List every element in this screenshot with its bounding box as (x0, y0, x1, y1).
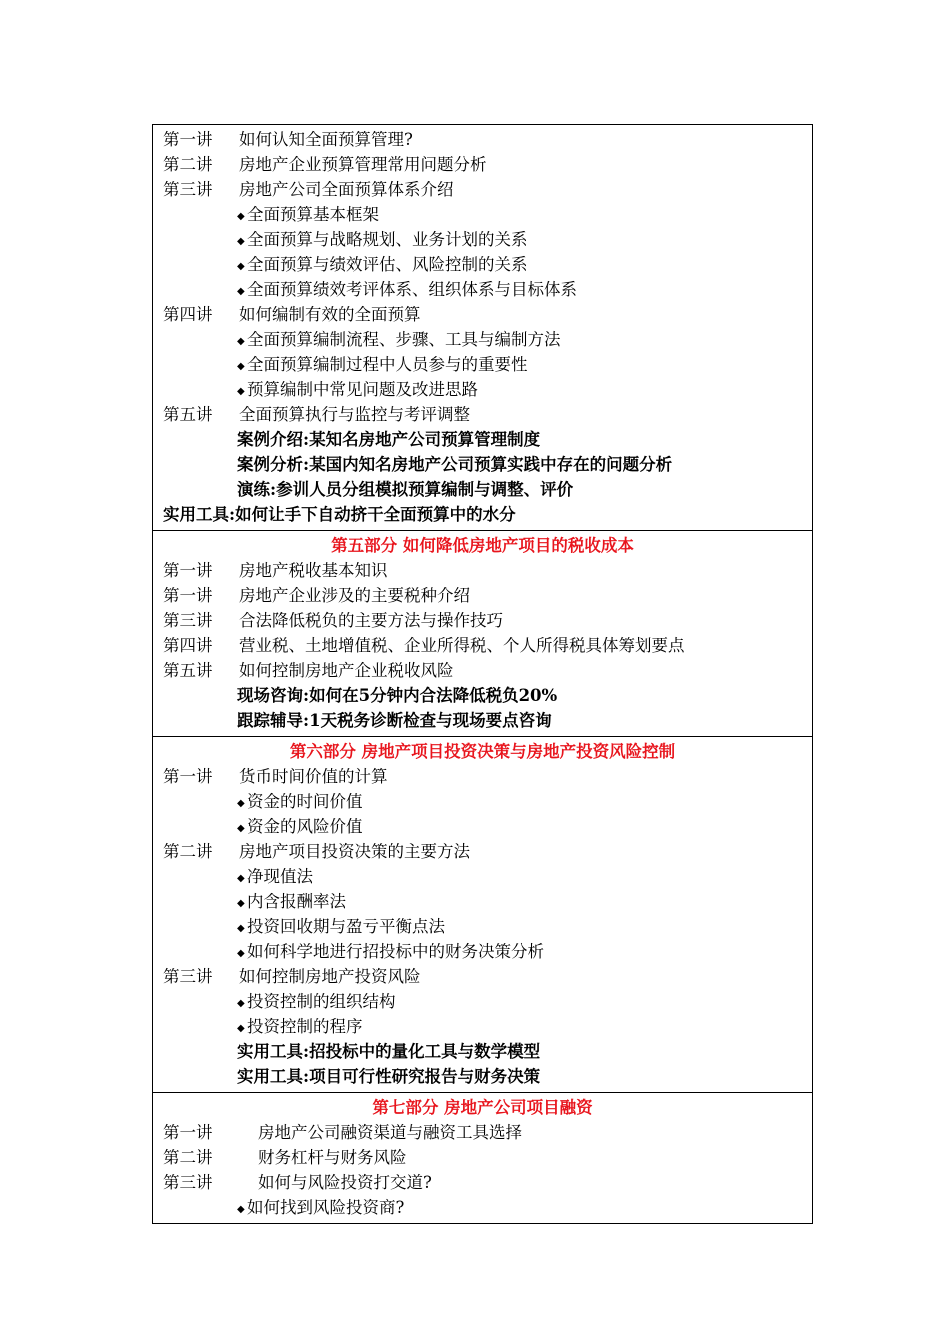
diamond-bullet-icon: ◆ (237, 361, 245, 372)
lecture-title: 房地产税收基本知识 (239, 561, 388, 580)
bullet-text: 全面预算与绩效评估、风险控制的关系 (247, 255, 528, 274)
bullet-item (163, 989, 812, 1014)
lecture-number: 第三讲 (163, 611, 213, 630)
lecture-title: 如何编制有效的全面预算 (239, 305, 421, 324)
lecture-title: 如何认知全面预算管理? (239, 130, 413, 149)
lecture-line (163, 583, 812, 608)
lecture-title: 房地产企业预算管理常用问题分析 (239, 155, 487, 174)
lecture-line (163, 964, 812, 989)
diamond-bullet-icon: ◆ (237, 386, 245, 397)
lecture-line (163, 764, 812, 789)
diamond-bullet-icon: ◆ (237, 948, 245, 959)
section-heading: 第五部分 如何降低房地产项目的税收成本 (331, 536, 634, 555)
bullet-text: 全面预算基本框架 (247, 205, 379, 224)
lecture-line (163, 1145, 812, 1170)
lecture-title: 全面预算执行与监控与考评调整 (239, 405, 470, 424)
lecture-title: 房地产项目投资决策的主要方法 (239, 842, 470, 861)
diamond-bullet-icon: ◆ (237, 823, 245, 834)
lecture-line (163, 127, 812, 152)
bullet-item (163, 1014, 812, 1039)
highlight-line: 实用工具:项目可行性研究报告与财务决策 (237, 1067, 541, 1086)
syllabus-table (152, 124, 813, 1224)
section-0 (153, 125, 812, 530)
bullet-text: 资金的时间价值 (247, 792, 363, 811)
bullet-item (163, 914, 812, 939)
diamond-bullet-icon: ◆ (237, 998, 245, 1009)
lecture-title: 房地产公司融资渠道与融资工具选择 (258, 1123, 522, 1142)
lecture-number: 第三讲 (163, 967, 213, 986)
bullet-text: 投资控制的程序 (247, 1017, 363, 1036)
lecture-title: 如何控制房地产企业税收风险 (239, 661, 454, 680)
bullet-item (163, 202, 812, 227)
section-2 (153, 736, 812, 1092)
lecture-title: 营业税、土地增值税、企业所得税、个人所得税具体筹划要点 (239, 636, 685, 655)
lecture-line (163, 1120, 812, 1145)
section-3 (153, 1092, 812, 1223)
section-1 (153, 530, 812, 736)
lecture-line (163, 658, 812, 683)
bullet-text: 投资控制的组织结构 (247, 992, 396, 1011)
highlight-line: 实用工具:招投标中的量化工具与数学模型 (237, 1042, 541, 1061)
lecture-line (163, 558, 812, 583)
bullet-text: 净现值法 (247, 867, 313, 886)
bullet-item (163, 889, 812, 914)
lecture-line (163, 608, 812, 633)
bullet-item (163, 277, 812, 302)
lecture-title: 如何与风险投资打交道? (258, 1173, 432, 1192)
lecture-number: 第一讲 (163, 586, 213, 605)
highlight-line: 演练:参训人员分组模拟预算编制与调整、评价 (237, 480, 574, 499)
bullet-text: 全面预算编制流程、步骤、工具与编制方法 (247, 330, 561, 349)
lecture-title: 财务杠杆与财务风险 (258, 1148, 407, 1167)
lecture-line (163, 152, 812, 177)
lecture-title: 房地产公司全面预算体系介绍 (239, 180, 454, 199)
bullet-text: 全面预算编制过程中人员参与的重要性 (247, 355, 528, 374)
bullet-item (163, 227, 812, 252)
bullet-text: 资金的风险价值 (247, 817, 363, 836)
lecture-number: 第五讲 (163, 405, 213, 424)
lecture-number: 第一讲 (163, 1123, 213, 1142)
lecture-number: 第四讲 (163, 305, 213, 324)
lecture-title: 合法降低税负的主要方法与操作技巧 (239, 611, 503, 630)
lecture-line (163, 1170, 812, 1195)
diamond-bullet-icon: ◆ (237, 336, 245, 347)
bullet-item (163, 327, 812, 352)
lecture-number: 第一讲 (163, 561, 213, 580)
diamond-bullet-icon: ◆ (237, 286, 245, 297)
bullet-text: 全面预算绩效考评体系、组织体系与目标体系 (247, 280, 577, 299)
highlight-line: 现场咨询:如何在5分钟内合法降低税负20% (237, 686, 558, 705)
bullet-item (163, 789, 812, 814)
diamond-bullet-icon: ◆ (237, 873, 245, 884)
diamond-bullet-icon: ◆ (237, 236, 245, 247)
diamond-bullet-icon: ◆ (237, 211, 245, 222)
lecture-title: 货币时间价值的计算 (239, 767, 388, 786)
lecture-line (163, 177, 812, 202)
lecture-number: 第四讲 (163, 636, 213, 655)
bullet-item (163, 864, 812, 889)
bullet-item (163, 377, 812, 402)
lecture-line (163, 302, 812, 327)
diamond-bullet-icon: ◆ (237, 261, 245, 272)
bullet-item (163, 352, 812, 377)
diamond-bullet-icon: ◆ (237, 1023, 245, 1034)
lecture-number: 第二讲 (163, 155, 213, 174)
lecture-number: 第三讲 (163, 180, 213, 199)
lecture-line (163, 839, 812, 864)
highlight-line: 案例介绍:某知名房地产公司预算管理制度 (237, 430, 541, 449)
bullet-text: 全面预算与战略规划、业务计划的关系 (247, 230, 528, 249)
lecture-number: 第一讲 (163, 130, 213, 149)
lecture-number: 第二讲 (163, 842, 213, 861)
section-heading: 第六部分 房地产项目投资决策与房地产投资风险控制 (289, 742, 676, 761)
diamond-bullet-icon: ◆ (237, 798, 245, 809)
lecture-number: 第一讲 (163, 767, 213, 786)
bullet-text: 预算编制中常见问题及改进思路 (247, 380, 478, 399)
bullet-item (163, 814, 812, 839)
lecture-number: 第三讲 (163, 1173, 213, 1192)
lecture-line (163, 633, 812, 658)
lecture-number: 第二讲 (163, 1148, 213, 1167)
lecture-title: 如何控制房地产投资风险 (239, 967, 421, 986)
diamond-bullet-icon: ◆ (237, 898, 245, 909)
highlight-line: 案例分析:某国内知名房地产公司预算实践中存在的问题分析 (237, 455, 673, 474)
bullet-item (163, 939, 812, 964)
lecture-title: 房地产企业涉及的主要税种介绍 (239, 586, 470, 605)
lecture-line (163, 402, 812, 427)
tool-line: 实用工具:如何让手下自动挤干全面预算中的水分 (163, 505, 516, 524)
bullet-item (163, 252, 812, 277)
bullet-text: 投资回收期与盈亏平衡点法 (247, 917, 445, 936)
diamond-bullet-icon: ◆ (237, 923, 245, 934)
bullet-text: 如何找到风险投资商? (247, 1198, 405, 1217)
lecture-number: 第五讲 (163, 661, 213, 680)
bullet-text: 内含报酬率法 (247, 892, 346, 911)
bullet-item (163, 1195, 812, 1220)
bullet-text: 如何科学地进行招投标中的财务决策分析 (247, 942, 544, 961)
section-heading: 第七部分 房地产公司项目融资 (372, 1098, 593, 1117)
highlight-line: 跟踪辅导:1天税务诊断检查与现场要点咨询 (237, 711, 552, 730)
diamond-bullet-icon: ◆ (237, 1204, 245, 1215)
